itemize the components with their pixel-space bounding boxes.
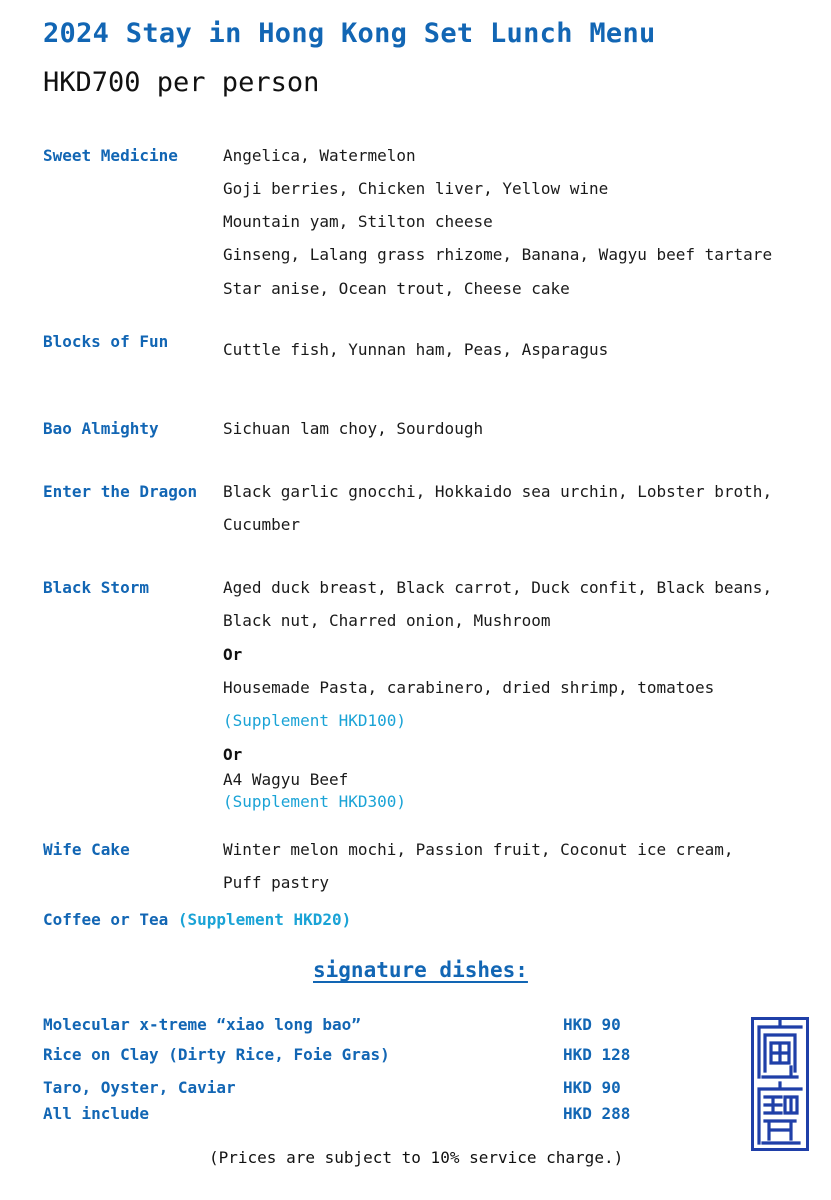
course-line: Puff pastry (223, 873, 329, 892)
course-name-wife-cake: Wife Cake (43, 840, 130, 859)
signature-dish-name: Taro, Oyster, Caviar (43, 1078, 236, 1097)
coffee-label: Coffee or Tea (43, 910, 169, 929)
signature-dish-name: All include (43, 1104, 149, 1123)
course-line: Star anise, Ocean trout, Cheese cake (223, 279, 570, 298)
option-text: Housemade Pasta, carabinero, dried shrimp, tomatoes (223, 678, 715, 697)
course-line: Black nut, Charred onion, Mushroom (223, 611, 551, 630)
course-name-bao-almighty: Bao Almighty (43, 419, 159, 438)
course-name-sweet-medicine: Sweet Medicine (43, 146, 178, 165)
course-name-enter-the-dragon: Enter the Dragon (43, 482, 198, 501)
course-line: Mountain yam, Stilton cheese (223, 212, 493, 231)
menu-title: 2024 Stay in Hong Kong Set Lunch Menu (43, 18, 656, 49)
course-line: Black garlic gnocchi, Hokkaido sea urchin, Lobster broth, (223, 482, 773, 501)
restaurant-seal-logo (751, 1017, 809, 1151)
course-line: Goji berries, Chicken liver, Yellow wine (223, 179, 609, 198)
course-name-black-storm: Black Storm (43, 578, 149, 597)
option-text: A4 Wagyu Beef (223, 770, 349, 789)
signature-dish-name: Molecular x-treme “xiao long bao” (43, 1015, 361, 1034)
course-line: Cuttle fish, Yunnan ham, Peas, Asparagus (223, 340, 609, 359)
signature-dish-price: HKD 288 (563, 1104, 631, 1123)
course-line: Angelica, Watermelon (223, 146, 416, 165)
or-label: Or (223, 745, 243, 764)
signature-dish-price: HKD 90 (563, 1078, 621, 1097)
supplement-price: (Supplement HKD100) (223, 711, 407, 730)
course-name-blocks-of-fun: Blocks of Fun (43, 332, 169, 351)
course-line: Cucumber (223, 515, 301, 534)
signature-dish-name: Rice on Clay (Dirty Rice, Foie Gras) (43, 1045, 390, 1064)
course-line: Winter melon mochi, Passion fruit, Coconut ice cream, (223, 840, 734, 859)
course-line: Aged duck breast, Black carrot, Duck confit, Black beans, (223, 578, 773, 597)
or-label: Or (223, 645, 243, 664)
signature-dish-price: HKD 128 (563, 1045, 631, 1064)
supplement-price: (Supplement HKD300) (223, 792, 407, 811)
course-line: Ginseng, Lalang grass rhizome, Banana, Wagyu beef tartare (223, 245, 773, 264)
signature-dish-price: HKD 90 (563, 1015, 621, 1034)
service-charge-note: (Prices are subject to 10% service charge.) (209, 1148, 624, 1167)
signature-dishes-heading: signature dishes: (313, 958, 528, 982)
coffee-or-tea (43, 910, 351, 929)
menu-price: HKD700 per person (43, 67, 320, 98)
course-line: Sichuan lam choy, Sourdough (223, 419, 484, 438)
coffee-supplement: (Supplement HKD20) (177, 910, 352, 929)
